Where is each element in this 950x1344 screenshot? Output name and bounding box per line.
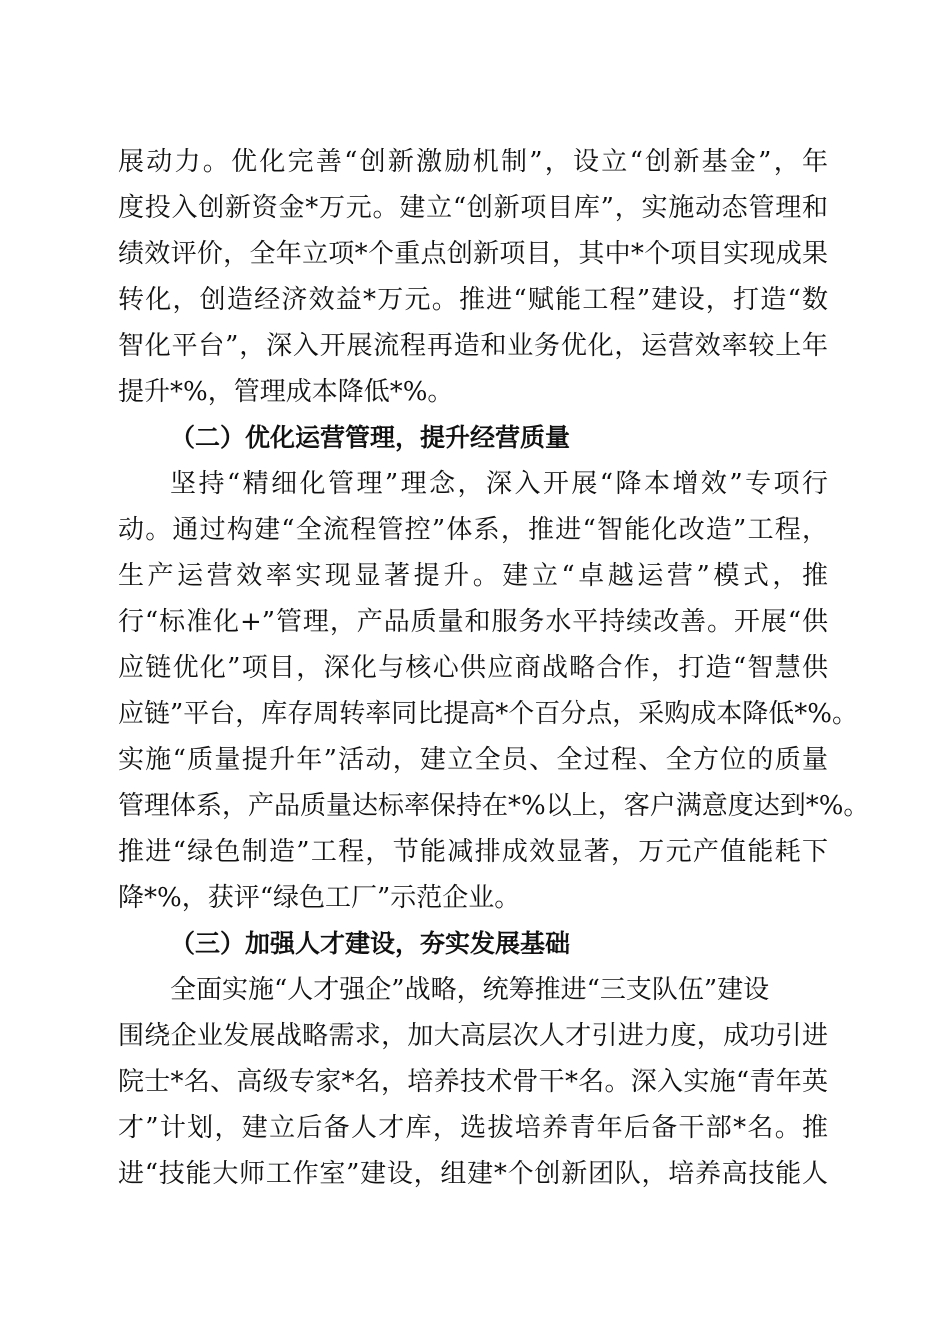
paragraph-line: 转化，创造经济效益*万元。推进“赋能工程”建设，打造“数 <box>118 285 828 315</box>
paragraph-line: 提升*%，管理成本降低*%。 <box>118 377 454 407</box>
paragraph-line: 管理体系，产品质量达标率保持在*%以上，客户满意度达到*%。 <box>118 791 870 821</box>
paragraph-line: 动。通过构建“全流程管控”体系，推进“智能化改造”工程， <box>118 515 828 545</box>
paragraph-line: 应链优化”项目，深化与核心供应商战略合作，打造“智慧供 <box>118 653 828 683</box>
paragraph-line: 展动力。优化完善“创新激励机制”，设立“创新基金”，年 <box>118 147 828 177</box>
section-heading: （三）加强人才建设，夯实发展基础 <box>170 929 571 958</box>
paragraph-line: 围绕企业发展战略需求，加大高层次人才引进力度，成功引进 <box>118 1021 828 1051</box>
paragraph-line: 才”计划，建立后备人才库，选拔培养青年后备干部*名。推 <box>118 1113 828 1143</box>
paragraph-line: 智化平台”，深入开展流程再造和业务优化，运营效率较上年 <box>118 331 828 361</box>
paragraph-line: 全面实施“人才强企”战略，统筹推进“三支队伍”建设 <box>170 975 770 1005</box>
paragraph-line: 坚持“精细化管理”理念，深入开展“降本增效”专项行 <box>170 469 828 499</box>
paragraph-line: 院士*名、高级专家*名，培养技术骨干*名。深入实施“青年英 <box>118 1067 828 1097</box>
section-heading: （二）优化运营管理，提升经营质量 <box>170 423 571 452</box>
paragraph-line: 应链”平台，库存周转率同比提高*个百分点，采购成本降低*%。 <box>118 699 858 729</box>
paragraph-line: 进“技能大师工作室”建设，组建*个创新团队，培养高技能人 <box>118 1159 828 1189</box>
paragraph-line: 生产运营效率实现显著提升。建立“卓越运营”模式，推 <box>118 561 828 591</box>
paragraph-line: 实施“质量提升年”活动，建立全员、全过程、全方位的质量 <box>118 745 828 775</box>
paragraph-line: 行“标准化+”管理，产品质量和服务水平持续改善。开展“供 <box>118 607 828 637</box>
paragraph-line: 推进“绿色制造”工程，节能减排成效显著，万元产值能耗下 <box>118 837 828 867</box>
paragraph-line: 度投入创新资金*万元。建立“创新项目库”，实施动态管理和 <box>118 193 828 223</box>
paragraph-line: 降*%，获评“绿色工厂”示范企业。 <box>118 883 521 913</box>
paragraph-line: 绩效评价，全年立项*个重点创新项目，其中*个项目实现成果 <box>118 239 828 269</box>
